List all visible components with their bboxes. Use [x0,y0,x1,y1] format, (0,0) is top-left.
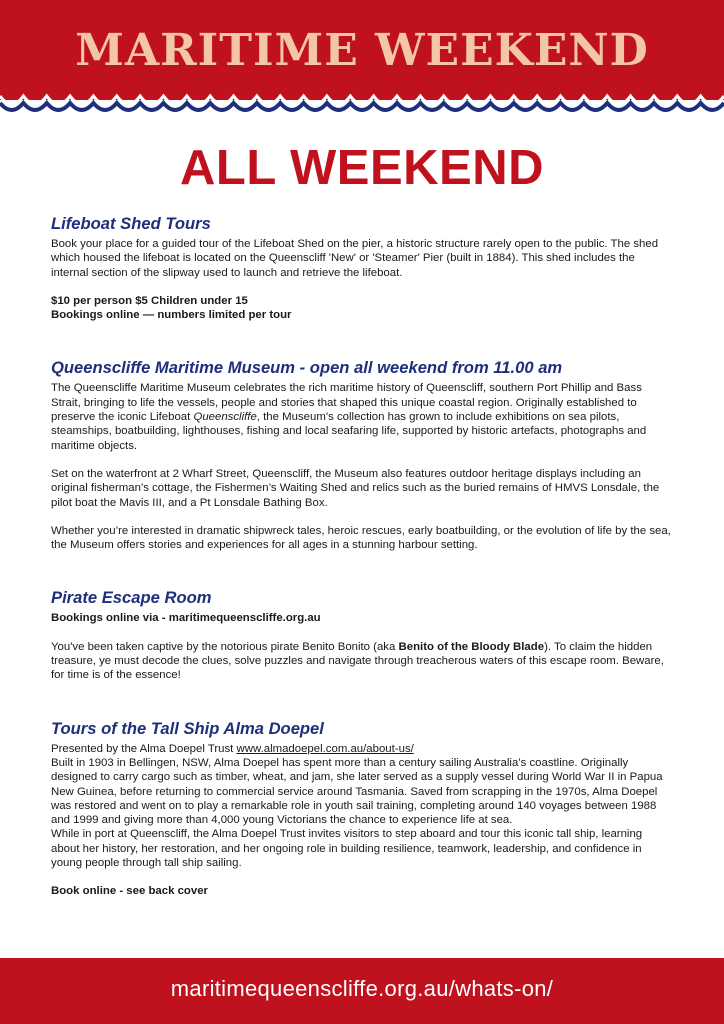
bookings-text: Bookings online — numbers limited per tour [51,309,292,322]
section-pirate [51,588,673,682]
presented-line [51,742,673,756]
footer-url-link[interactable]: maritimequeenscliffe.org.au/whats-on/ [170,976,554,1001]
content [51,214,673,899]
section-body: Whether you’re interested in dramatic shipwreck tales, heroic rescues, early boatbuilding, or the evolution of life by the sea, the Museum offers stories and experiences for all ages in a stunning harbour setting. [51,524,671,552]
section-body: Built in 1903 in Bellingen, NSW, Alma Doepel has spent more than a century sailing Australia’s coastline. Originally designed to carry cargo such as timber, wheat, and jam, she later served as a supply vessel during World War II in Papua New Guinea, before returning to commercial service around Tasmania. Saved from scrapping in the 1970s, Alma Doepel was restored and went on to play a remarkable role in youth sail training, completing around 140 voyages between 1988 and 1999 and giving more than 4,000 young Victorians the chance to experience life at sea. [51,756,663,827]
section-tallship [51,719,673,899]
page-title: MARITIME WEEKEND [75,25,649,76]
text-run: The Queenscliffe Maritime Museum celebrates the rich maritime history of Queenscliff, southern Port Phillip and Bass Strait, bringing to life the vessels, people and stories that shaped this unique coastal region. Originally established to preserve the iconic Lifeboat [51,382,642,424]
text-run: Presented by the Alma Doepel Trust [51,742,237,755]
bold-text: Benito of the Bloody Blade [398,640,545,653]
bookings-text: Bookings online via - maritimequeenscliffe.org.au [51,612,321,625]
price-text: $10 per person $5 Children under 15 [51,294,248,307]
section-title: Pirate Escape Room [51,588,212,608]
text-run: You've been taken captive by the notorious pirate Benito Bonito (aka [51,640,399,653]
section-body [51,640,673,683]
footer-banner [0,958,724,1024]
section-title: Queenscliffe Maritime Museum - open all weekend from 11.00 am [51,358,563,378]
section-title: Tours of the Tall Ship Alma Doepel [51,718,324,738]
section-body: While in port at Queenscliff, the Alma Doepel Trust invites visitors to step aboard and tour this iconic tall ship, learning about her history, her restoration, and her ongoing role in building resilience, teamwork, leadership, and confidence in young people through tall ship sailing. [51,828,643,870]
section-lifeboat [51,214,673,322]
text-run: ). To claim the hidden treasure, ye must decode the clues, solve puzzles and navigate through treacherous waters of this escape room. Beware, for time is of the essence! [51,640,664,682]
section-museum [51,358,673,552]
text-run: , the Museum’s collection has grown to include exhibitions on sea pilots, steamships, boatbuilding, lighthouses, fishing and local seafaring life, supported by historic artefacts, photographs and maritime objects. [51,411,647,452]
trust-link[interactable]: www.almadoepel.com.au/about-us/ [236,742,414,755]
wave-border [0,84,724,118]
section-body: Set on the waterfront at 2 Wharf Street, Queenscliff, the Museum also features outdoor heritage displays including an original fisherman’s cottage, the Fishermen’s Waiting Shed and relics such as the buried remains of HMVS Lonsdale, the pilot boat the Mavis III, and a Pt Lonsdale Bathing Box. [51,467,660,509]
headline: ALL WEEKEND [180,141,544,195]
italic-text: Queenscliffe [193,411,257,424]
section-body: Book your place for a guided tour of the Lifeboat Shed on the pier, a historic structure rarely open to the public. The shed which housed the lifeboat is located on the Queenscliff 'New' or 'Steamer' Pier (built in 1884). This shed includes the internal section of the slipway used to launch and retrieve the lifeboat. [51,238,659,279]
section-title: Lifeboat Shed Tours [51,214,211,233]
section-body [51,381,673,452]
book-online-text: Book online - see back cover [51,885,208,898]
